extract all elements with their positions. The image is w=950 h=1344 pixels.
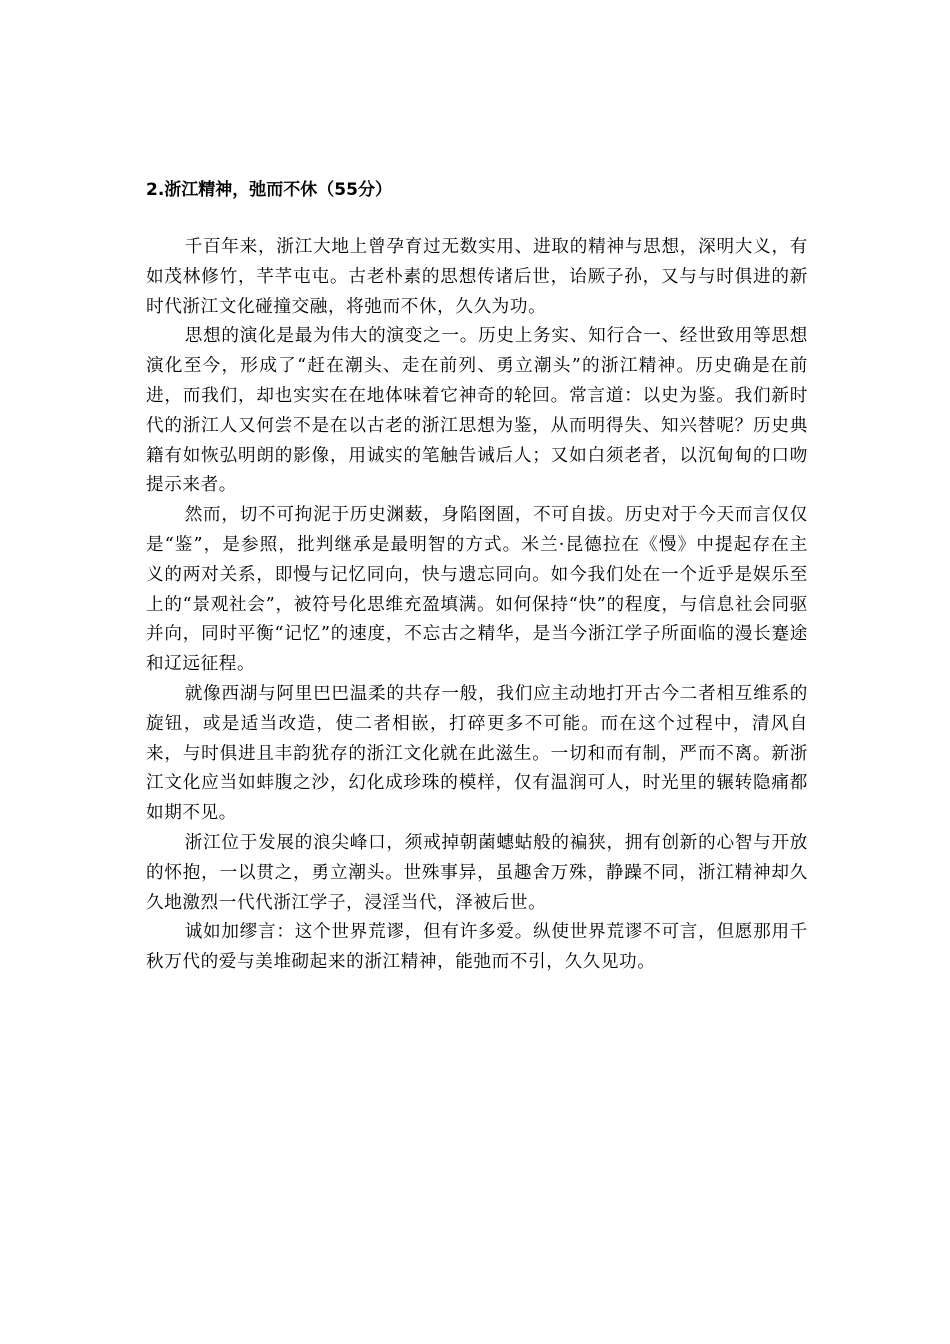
paragraph-6: 诚如加缪言：这个世界荒谬，但有许多爱。纵使世界荒谬不可言，但愿那用千秋万代的爱与美堆砌起来的浙江精神，能弛而不引，久久见功。	[146, 922, 808, 973]
section-heading: 2.浙江精神，弛而不休（55分）	[146, 180, 392, 200]
paragraph-3: 然而，切不可拘泥于历史渊薮，身陷囹圄，不可自拔。历史对于今天而言仅仅是“鉴”，是参照，批判继承是最明智的方式。米兰·昆德拉在《慢》中提起存在主义的两对关系，即慢与记忆同向，快与遗忘同向。如今我们处在一个近乎是娱乐至上的“景观社会”，被符号化思维充盈填满。如何保持“快”的程度，与信息社会同驱并向，同时平衡“记忆”的速度，不忘古之精华，是当今浙江学子所面临的漫长蹇途和辽远征程。	[146, 505, 808, 675]
paragraph-5: 浙江位于发展的浪尖峰口，须戒掉朝菌蟪蛄般的褊狭，拥有创新的心智与开放的怀抱，一以贯之，勇立潮头。世殊事异，虽趣舍万殊，静躁不同，浙江精神却久久地激烈一代代浙江学子，浸淫当代，泽被后世。	[146, 832, 808, 913]
essay-body	[146, 233, 808, 978]
paragraph-2: 思想的演化是最为伟大的演变之一。历史上务实、知行合一、经世致用等思想演化至今，形成了“赶在潮头、走在前列、勇立潮头”的浙江精神。历史确是在前进，而我们，却也实实在在地体味着它神奇的轮回。常言道：以史为鉴。我们新时代的浙江人又何尝不是在以古老的浙江思想为鉴，从而明得失、知兴替呢？历史典籍有如恢弘明朗的影像，用诚实的笔触告诫后人；又如白须老者，以沉甸甸的口吻提示来者。	[146, 326, 808, 496]
paragraph-4: 就像西湖与阿里巴巴温柔的共存一般，我们应主动地打开古今二者相互维系的旋钮，或是适当改造，使二者相嵌，打碎更多不可能。而在这个过程中，清风自来，与时俱进且丰韵犹存的浙江文化就在此滋生。一切和而有制，严而不离。新浙江文化应当如蚌腹之沙，幻化成珍珠的模样，仅有温润可人，时光里的辗转隐痛都如期不见。	[146, 683, 808, 824]
paragraph-1: 千百年来，浙江大地上曾孕育过无数实用、进取的精神与思想，深明大义，有如茂林修竹，芊芊屯屯。古老朴素的思想传诸后世，诒厥子孙，又与与时俱进的新时代浙江文化碰撞交融，将弛而不休，久久为功。	[146, 237, 808, 317]
